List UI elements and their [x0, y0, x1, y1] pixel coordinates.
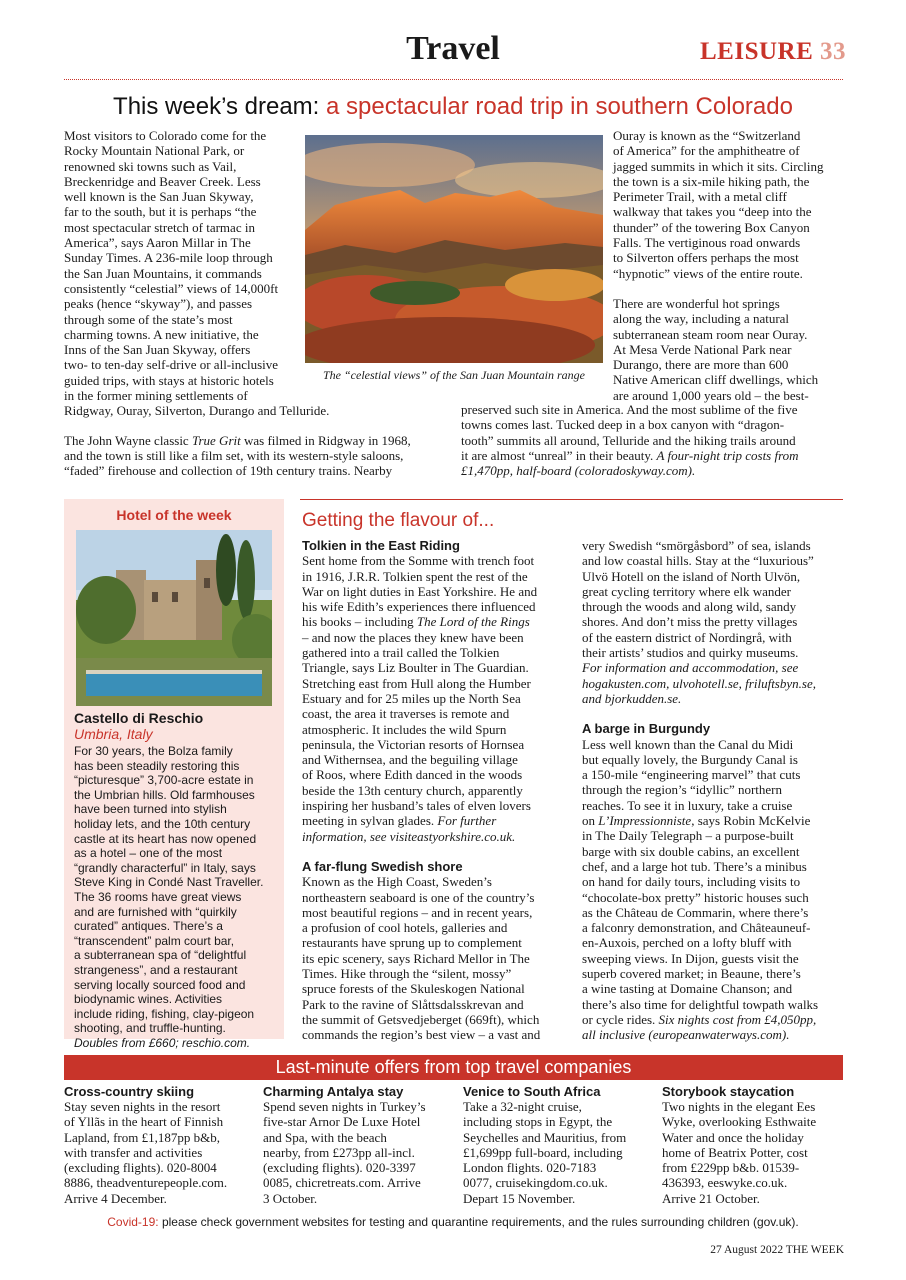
flavour-rule — [300, 499, 843, 500]
text-line: tooth” summits all around, Telluride and the hiking trails around — [461, 432, 796, 448]
text-line: £1,699pp full-board, including — [463, 1144, 623, 1160]
text-line: hogakusten.com, ulvohotell.se, friluftsbyn.se, — [582, 675, 816, 691]
text-line: strangeness”, and a restaurant — [74, 962, 238, 977]
text-line: information, see visiteastyorkshire.co.uk. — [302, 828, 516, 844]
text-line: and Withernsea, and the beguiling village — [302, 752, 518, 768]
text-line: Steve King in Condé Nast Traveller. — [74, 875, 264, 890]
text-line: subterranean steam room near Ouray. — [613, 326, 808, 342]
text-line: War on light duties in East Yorkshire. He and — [302, 583, 538, 599]
text-run: The John Wayne classic — [64, 432, 192, 448]
film-title: True Grit — [191, 432, 241, 448]
text-line: nearby, from £273pp all-incl. — [263, 1144, 415, 1160]
text-line: very Swedish “smörgåsbord” of sea, islands — [582, 538, 811, 553]
text-line: Less well known than the Canal du Midi — [582, 736, 794, 752]
text-line: Sent home from the Somme with trench foot — [302, 553, 535, 569]
text-line: “faded” firehouse and collection of 19th century trains. Nearby — [64, 463, 393, 479]
text-line: consistently “celestial” views of 14,000ft — [64, 280, 279, 296]
text-line: spruce forests of the Skuleskogen National — [302, 981, 525, 997]
header-rule — [64, 79, 843, 80]
text-line: inspiring her husband’s tales of elven lovers — [302, 798, 531, 814]
hotel-heading: Hotel of the week — [116, 507, 232, 523]
price-info: A four-night trip costs from — [656, 447, 799, 463]
text-line: Breckenridge and Beaver Creek. Less — [64, 173, 261, 189]
text-line: their artists’ studios and quirky museums. — [582, 645, 799, 661]
text-line: 436393, eeswyke.co.uk. — [662, 1175, 788, 1191]
text-run: or cycle rides. — [582, 1011, 659, 1027]
text-line: Water and once the holiday — [662, 1129, 804, 1145]
text-line: have been turned into stylish — [74, 802, 227, 817]
text-line: Durango, there are more than 600 — [613, 357, 789, 373]
offer-card — [64, 1084, 252, 1206]
text-line: jagged summits in which it sits. Circling — [613, 158, 824, 174]
offer-title: Charming Antalya stay — [263, 1084, 404, 1099]
hotel-description — [74, 744, 278, 1050]
info-text: For further — [437, 813, 497, 829]
text-line: towns comes last. Tucked deep in a box canyon with “dragon- — [461, 417, 785, 433]
text-line: in The Daily Telegraph – a purpose-built — [582, 828, 794, 844]
barge-name: L’Impressionniste — [598, 813, 692, 829]
page-number: 33 — [820, 38, 846, 65]
text-line: en-Auxois, perched on a lofty bluff with — [582, 935, 792, 951]
intro-column — [64, 128, 330, 419]
book-title: The Lord of the Rings — [416, 614, 530, 630]
text-line: peninsula, the Victorian resorts of Hornsea — [302, 736, 525, 752]
text-line: 8886, theadventurepeople.com. — [64, 1175, 228, 1191]
hotel-of-the-week-box — [64, 499, 284, 1050]
swedish-heading: A far-flung Swedish shore — [302, 858, 463, 874]
price-info: Six nights cost from £4,050pp, — [658, 1011, 817, 1027]
text-line: Most visitors to Colorado come for the — [64, 128, 267, 143]
covid-label: Covid-19: — [107, 1215, 159, 1229]
section-label — [700, 38, 846, 66]
covid-notice — [0, 1215, 906, 1229]
headline-lead: This week’s dream: — [113, 93, 320, 120]
text-line: For information and accommodation, see — [582, 660, 799, 676]
text-line: Stretching east from Hull along the Humber — [302, 675, 531, 691]
price-info: £1,470pp, half-board (coloradoskyway.com). — [461, 463, 696, 479]
text-line: its epic scenery, says Richard Mellor in The — [302, 950, 530, 966]
text-line: most spectacular stretch of tarmac in — [64, 219, 255, 235]
text-run: it are almost “unreal” in their beauty. — [461, 447, 657, 463]
headline — [0, 93, 906, 121]
text-line: (excluding flights). 020-3397 — [263, 1160, 416, 1176]
text-line: Arrive 21 October. — [662, 1190, 760, 1206]
text-line: a wine tasting at Domaine Chanson; and — [582, 981, 793, 997]
text-line: of America” for the amphitheatre of — [613, 143, 800, 159]
text-line: “chocolate-box pretty” historic houses such — [582, 889, 809, 905]
text-line: to Silverton offers perhaps the most — [613, 250, 799, 266]
text-line: Times. Hike through the “silent, mossy” — [302, 966, 512, 982]
text-line: biodynamic wines. Activities — [74, 992, 223, 1007]
offer-title: Venice to South Africa — [463, 1084, 601, 1099]
issue-date: 27 August 2022 — [710, 1244, 784, 1256]
text-line: has been steadily restoring this — [74, 758, 240, 773]
text-line: The 36 rooms have great views — [74, 889, 242, 904]
text-line: There are wonderful hot springs — [613, 295, 780, 311]
text-line: Two nights in the elegant Ees — [662, 1099, 816, 1114]
flavour-column-1 — [302, 538, 564, 1043]
hotel-name: Castello di Reschio — [74, 710, 204, 726]
right-column — [613, 128, 843, 403]
text-line: (excluding flights). 020-8004 — [64, 1160, 217, 1176]
covid-text: please check government websites for testing and quarantine requirements, and the rules surrounding children (gov.uk). — [158, 1215, 799, 1229]
text-line: 0085, chicretreats.com. Arrive — [263, 1175, 421, 1191]
text-line: Rocky Mountain National Park, or — [64, 143, 245, 159]
text-run: on — [582, 813, 599, 829]
text-line: preserved such site in America. And the most sublime of the five — [461, 402, 798, 417]
text-line: in the former mining settlements of — [64, 388, 248, 404]
text-line: through the woods and along wild, sandy — [582, 599, 797, 615]
text-line: charming towns. A new initiative, the — [64, 326, 259, 342]
flavour-title: Getting the flavour of... — [302, 510, 495, 531]
text-line — [582, 813, 844, 828]
text-line: Sunday Times. A 236-mile loop through — [64, 250, 273, 266]
text-line: coast, the area it traverses is remote and — [302, 706, 510, 722]
text-line: a falconry demonstration, and Châteauneuf- — [582, 920, 811, 936]
text-line: For 30 years, the Bolza family — [74, 744, 233, 758]
flavour-column-2 — [582, 538, 844, 1043]
text-line: restaurants have sprung up to complement — [302, 935, 522, 951]
text-line: a 150-mile “engineering marvel” that cuts — [582, 767, 801, 783]
text-line: Native American cliff dwellings, which — [613, 372, 819, 388]
text-line: are around 1,000 years old – the best- — [613, 387, 809, 403]
text-line: on hand for daily tours, including visits to — [582, 874, 801, 890]
text-line: of the eastern district of Nordingrå, with — [582, 629, 792, 645]
spanning-text — [64, 402, 844, 478]
text-line: At Mesa Verde National Park near — [613, 341, 792, 357]
text-line: well known is the San Juan Skyway, — [64, 189, 254, 205]
text-line: shooting, and truffle-hunting. — [74, 1021, 226, 1036]
offer-title: Storybook staycation — [662, 1084, 795, 1099]
text-line: a subterranean spa of “delightful — [74, 948, 247, 963]
text-line: Take a 32-night cruise, — [463, 1099, 582, 1114]
text-line: sweeping views. In Dijon, guests visit the — [582, 950, 799, 966]
text-line: the town is a six-mile hiking path, the — [613, 173, 810, 189]
text-line: Inns of the San Juan Skyway, offers — [64, 342, 251, 358]
text-line: walkway that takes you “deep into the — [613, 204, 812, 220]
text-line: – and now the places they knew have been — [302, 629, 524, 645]
text-line: Falls. The vertiginous road onwards — [613, 235, 801, 251]
text-line: reaches. To see it in luxury, take a cruise — [582, 797, 793, 813]
offers-banner: Last-minute offers from top travel companies — [64, 1055, 843, 1080]
text-line: from £229pp b&b. 01539- — [662, 1160, 800, 1176]
text-line: chef, and a large hot tub. There’s a minibus — [582, 858, 807, 874]
text-line: America”, says Aaron Millar in The — [64, 235, 251, 251]
text-line: his wife Edith’s experiences there influenced — [302, 599, 536, 615]
text-line: all inclusive (europeanwaterways.com). — [582, 1027, 790, 1043]
mountain-photo — [305, 135, 603, 363]
text-line: and bjorkudden.se. — [582, 690, 682, 706]
text-line: 3 October. — [263, 1190, 318, 1206]
tolkien-heading: Tolkien in the East Riding — [302, 538, 460, 553]
text-line: castle at its heart has now opened — [74, 831, 257, 846]
text-line: and the town is still like a film set, with its western-style saloons, — [64, 447, 404, 463]
text-line: Seychelles and Mauritius, from — [463, 1129, 627, 1145]
text-run: was filmed in Ridgway in 1968, — [240, 432, 411, 448]
text-line: Wyke, overlooking Esthwaite — [662, 1114, 817, 1130]
text-line: the San Juan Mountains, it commands — [64, 265, 262, 281]
text-line: Spend seven nights in Turkey’s — [263, 1099, 426, 1114]
text-line: two- to ten-day self-drive or all-inclusive — [64, 357, 279, 373]
text-line: Lapland, from £1,187pp b&b, — [64, 1129, 220, 1145]
text-line: barge with six double cabins, an excellent — [582, 843, 800, 859]
text-line: great cycling territory where elk wander — [582, 583, 791, 599]
offer-card — [263, 1084, 451, 1206]
text-line: far to the south, but it is perhaps “the — [64, 204, 257, 220]
burgundy-heading: A barge in Burgundy — [582, 721, 711, 737]
text-line: thunder” of the towering Box Canyon — [613, 219, 810, 235]
text-line: through the region’s “idyllic” northern — [582, 782, 783, 798]
text-line: with transfer and activities — [64, 1144, 203, 1160]
text-line — [582, 1012, 844, 1027]
text-line: atmospheric. It includes the wild Spurn — [302, 721, 507, 737]
publication-name: THE WEEK — [785, 1244, 844, 1256]
text-line: Ulvö Hotell on the island of North Ulvön, — [582, 568, 801, 584]
text-line — [64, 433, 461, 448]
text-line: and Spa, with the beach — [263, 1129, 387, 1145]
text-line: curated” antiques. There’s a — [74, 919, 223, 934]
photo-caption: The “celestial views” of the San Juan Mountain range — [323, 368, 585, 382]
text-line: include riding, fishing, clay-pigeon — [74, 1006, 255, 1021]
text-line: Known as the High Coast, Sweden’s — [302, 874, 492, 890]
text-line: there’s also time for delightful towpath walks — [582, 996, 819, 1012]
offer-card — [463, 1084, 651, 1206]
text-line: Arrive 4 December. — [64, 1190, 167, 1206]
text-line: five-star Arnor De Luxe Hotel — [263, 1114, 421, 1130]
text-line: superb covered market; in Beaune, there’s — [582, 966, 801, 982]
text-line — [302, 614, 564, 629]
text-line: serving locally sourced food and — [74, 977, 246, 992]
section-title: Travel — [406, 30, 500, 67]
text-line — [302, 813, 564, 828]
text-line: the Umbrian hills. Old farmhouses — [74, 787, 255, 802]
headline-main: a spectacular road trip in southern Colorado — [326, 93, 793, 120]
text-line: and low coastal hills. Stay at the “luxurious” — [582, 553, 814, 569]
text-line: Stay seven nights in the resort — [64, 1099, 221, 1114]
page-footer — [710, 1244, 844, 1256]
text-line: a profusion of cool hotels, galleries and — [302, 920, 508, 936]
castle-illustration — [76, 530, 272, 706]
text-line: “transcendent” palm court bar, — [74, 933, 235, 948]
text-line: through some of the state’s most — [64, 311, 233, 327]
text-line: renowned ski towns such as Vail, — [64, 158, 237, 174]
hotel-price: Doubles from £660; reschio.com. — [74, 1035, 251, 1050]
text-line: as the Château de Commarin, where there’s — [582, 904, 809, 920]
text-line: along the way, including a natural — [613, 311, 790, 327]
text-line: home of Beatrix Potter, cost — [662, 1144, 808, 1160]
text-line: “picturesque” 3,700-acre estate in — [74, 773, 254, 788]
text-line: in 1916, J.R.R. Tolkien spent the rest of the — [302, 568, 528, 584]
text-line: northeastern seaboard is one of the country’s — [302, 889, 535, 905]
text-line: shores. And don’t miss the pretty villages — [582, 614, 798, 630]
text-line: of Roos, where Edith danced in the woods — [302, 767, 523, 783]
offer-title: Cross-country skiing — [64, 1084, 195, 1099]
offer-card — [662, 1084, 850, 1206]
hotel-location: Umbria, Italy — [74, 726, 153, 742]
text-line: “hypnotic” views of the entire route. — [613, 265, 803, 281]
text-line: beside the 13th century church, apparently — [302, 782, 523, 798]
text-run: , says Robin McKelvie — [691, 813, 811, 829]
text-line: but equally lovely, the Burgundy Canal is — [582, 751, 798, 767]
text-run: his books – including — [302, 614, 417, 630]
castle-photo — [76, 530, 272, 706]
text-line: guided trips, with stays at historic hotels — [64, 372, 274, 388]
text-line: Ridgway, Ouray, Silverton, Durango and Telluride. — [64, 403, 330, 419]
text-line: “grandly characterful” in Italy, says — [74, 860, 256, 875]
text-line: Depart 15 November. — [463, 1190, 576, 1206]
leisure-label: LEISURE — [699, 38, 814, 65]
text-line: Perimeter Trail, with a metal cliff — [613, 189, 787, 205]
text-line: 0077, cruisekingdom.co.uk. — [463, 1175, 608, 1191]
text-line: peaks (hence “skyway”), and passes — [64, 296, 253, 312]
text-line: including stops in Egypt, the — [463, 1114, 613, 1130]
text-line: of Yllãs in the heart of Finnish — [64, 1114, 224, 1130]
text-line: and are furnished with “quirkily — [74, 904, 237, 919]
text-line: the summit of Getsvedjeberget (669ft), which — [302, 1011, 540, 1027]
text-line: Ouray is known as the “Switzerland — [613, 128, 801, 143]
text-line: gathered into a trail called the Tolkien — [302, 645, 500, 661]
text-line: Estuary and for 25 miles up the North Sea — [302, 690, 521, 706]
text-line: Triangle, says Liz Boulter in The Guardian. — [302, 660, 529, 676]
text-line: as a hotel – one of the most — [74, 846, 223, 861]
text-line: Park to the ravine of Slåttsdalsskrevan and — [302, 996, 524, 1012]
text-line: London flights. 020-7183 — [463, 1160, 597, 1176]
mountain-illustration — [305, 135, 603, 363]
text-line: most beautiful regions – and in recent years, — [302, 904, 533, 920]
text-line: holiday lets, and the 10th century — [74, 816, 251, 831]
text-line: commands the region’s best view – a vast and — [302, 1027, 541, 1043]
text-run: meeting in sylvan glades. — [302, 813, 438, 829]
